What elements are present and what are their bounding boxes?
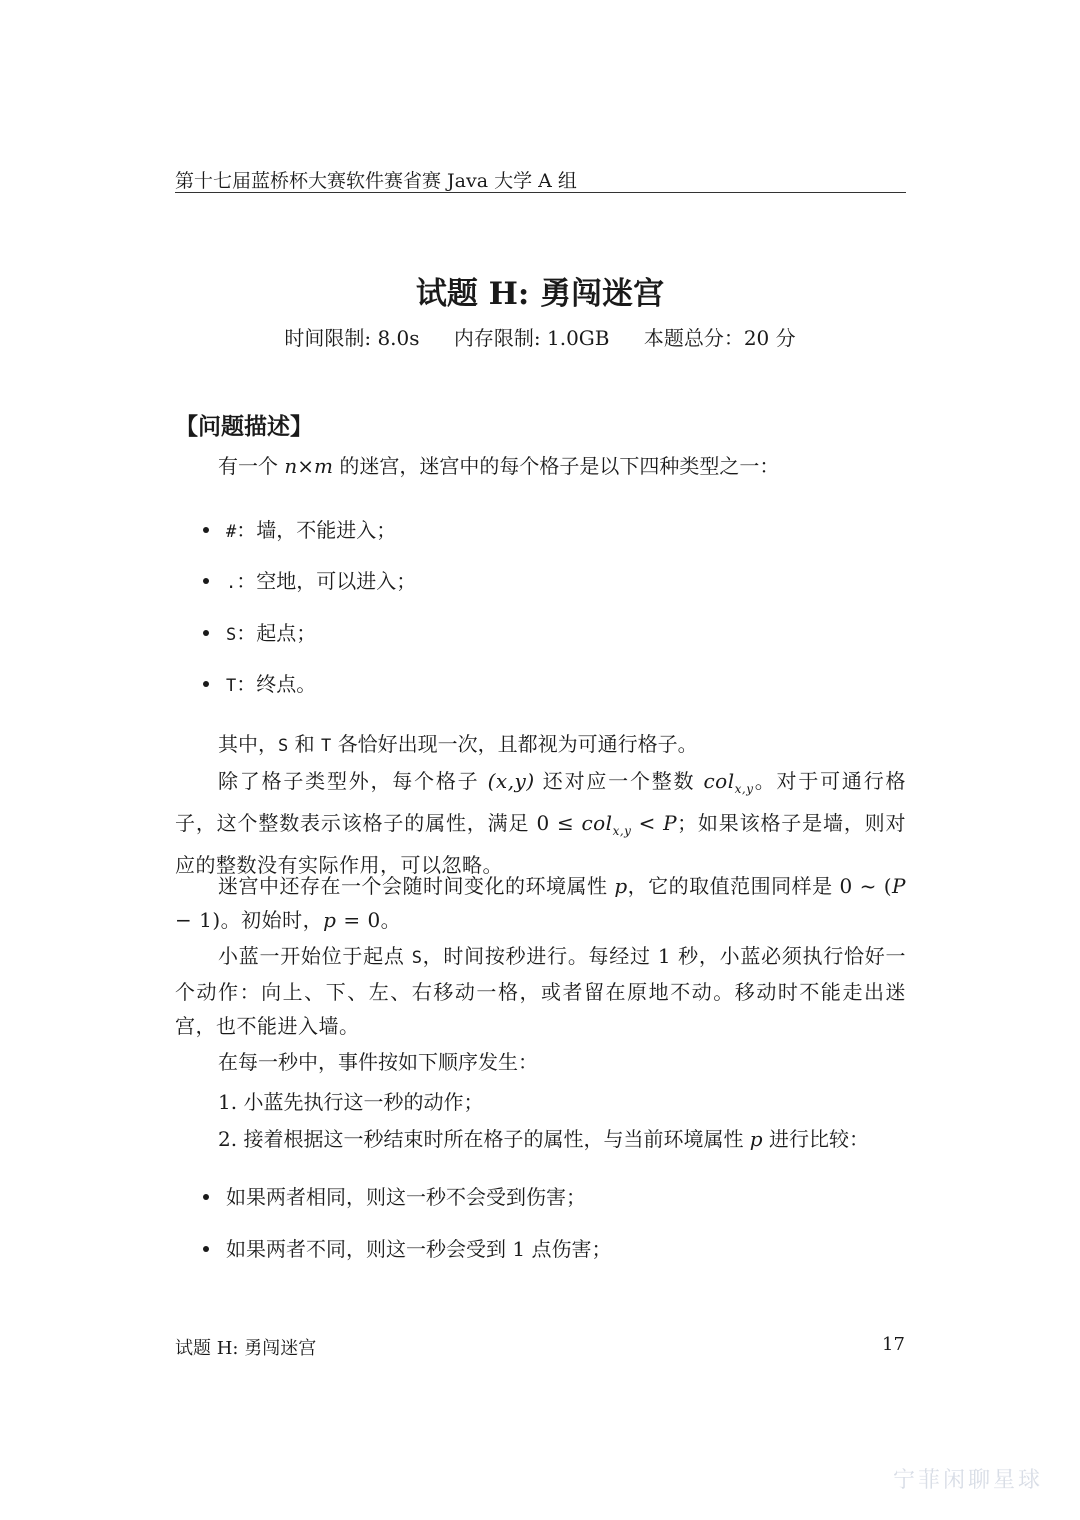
- list-item: [226, 513, 396, 549]
- bullet-icon: [203, 681, 209, 687]
- memory-limit: 内存限制: 1.0GB: [453, 326, 610, 350]
- end-symbol: T: [320, 736, 332, 756]
- p3-text: 迷宫中还存在一个会随时间变化的环境属性: [218, 874, 615, 898]
- p2-text: ；如果该格子是墙，则对应的整数没有实际作用，可以忽略。: [175, 811, 907, 877]
- step2-text: 进行比较：: [762, 1127, 869, 1151]
- cell-desc: ：起点；: [236, 621, 317, 645]
- math-col: col: [703, 769, 735, 793]
- intro-paragraph: [218, 449, 779, 483]
- problem-title: 试题 H: 勇闯迷宫: [415, 276, 665, 312]
- p2-text: 还对应一个整数: [534, 769, 704, 793]
- list-item: 如果两者不同，则这一秒会受到 1 点伤害；: [226, 1237, 612, 1261]
- bullet-icon: [203, 630, 209, 636]
- cell-desc: ：墙，不能进入；: [236, 518, 397, 542]
- list-item: [226, 564, 416, 600]
- p1-text: 各恰好出现一次，且都视为可通行格子。: [331, 732, 698, 756]
- math-ineq: < P: [631, 811, 678, 835]
- p3-text: ，它的取值范围同样是 0 ~ (: [627, 874, 893, 898]
- p4-text: ，时间按秒进行。每经过 1 秒，小蓝必须执行恰好一个动作：向上、下、左、右移动一格，或者留在原地不动。移动时不能走出迷宫，也不能进入墙。: [175, 944, 906, 1038]
- problem-limits: [0, 322, 1080, 351]
- intro-text-a: 有一个: [218, 454, 285, 478]
- section-title: 【问题描述】: [175, 414, 313, 440]
- paragraph-env: [175, 869, 906, 937]
- cell-symbol: .: [226, 573, 237, 593]
- math-ineq: 0 ≤: [536, 811, 582, 835]
- page-header: 第十七届蓝桥杯大赛软件赛省赛 Java 大学 A 组: [175, 170, 577, 192]
- step-1: 1. 小蓝先执行这一秒的动作；: [218, 1090, 484, 1114]
- paragraph-s-t: [218, 727, 698, 763]
- footer-title: 试题 H: 勇闯迷宫: [175, 1338, 317, 1359]
- bullet-icon: [203, 578, 209, 584]
- cell-symbol: #: [226, 522, 237, 542]
- paragraph-movement: [175, 939, 906, 1043]
- step2-text: 2. 接着根据这一秒结束时所在格子的属性，与当前环境属性: [218, 1127, 750, 1151]
- p1-text: 和: [288, 732, 321, 756]
- p1-text: 其中，: [218, 732, 278, 756]
- page-number: 17: [882, 1334, 905, 1355]
- intro-text-b: 的迷宫，迷宫中的每个格子是以下四种类型之一：: [332, 454, 780, 478]
- cell-desc: ：空地，可以进入；: [236, 569, 417, 593]
- intro-math: n×m: [284, 454, 333, 478]
- time-limit: 时间限制: 8.0s: [284, 326, 420, 350]
- list-item: [226, 667, 316, 703]
- cell-desc: ：终点。: [236, 672, 317, 696]
- p3-text: − 1)。初始时，: [175, 908, 324, 932]
- watermark: 宁菲闲聊星球: [893, 1468, 1044, 1493]
- total-score: 本题总分：20 分: [643, 326, 796, 350]
- p4-text: 小蓝一开始位于起点: [218, 944, 412, 968]
- step-2: [218, 1122, 869, 1156]
- cell-symbol: S: [226, 625, 237, 645]
- math-xy: (x,y): [487, 769, 535, 793]
- cell-symbol: T: [226, 676, 237, 696]
- math-sub: x,y: [612, 824, 632, 838]
- p2-text: 除了格子类型外，每个格子: [218, 769, 488, 793]
- p3-text: = 0。: [336, 908, 402, 932]
- list-item: [226, 616, 316, 652]
- bullet-icon: [203, 1246, 209, 1252]
- header-rule: [175, 192, 906, 193]
- math-p: p: [323, 908, 337, 932]
- bullet-icon: [203, 527, 209, 533]
- math-p-upper: P: [892, 874, 906, 898]
- paragraph-order: 在每一秒中，事件按如下顺序发生：: [218, 1050, 538, 1074]
- math-col: col: [581, 811, 613, 835]
- bullet-icon: [203, 1194, 209, 1200]
- p2-text: 。对于可通行格子，这个整数表示该格子的属性，满足: [175, 769, 907, 835]
- start-symbol: S: [411, 948, 423, 968]
- math-p: p: [614, 874, 628, 898]
- math-sub: x,y: [734, 782, 754, 796]
- paragraph-col: [175, 764, 906, 882]
- list-item: 如果两者相同，则这一秒不会受到伤害；: [226, 1185, 586, 1209]
- math-p: p: [749, 1127, 763, 1151]
- start-symbol: S: [278, 736, 289, 756]
